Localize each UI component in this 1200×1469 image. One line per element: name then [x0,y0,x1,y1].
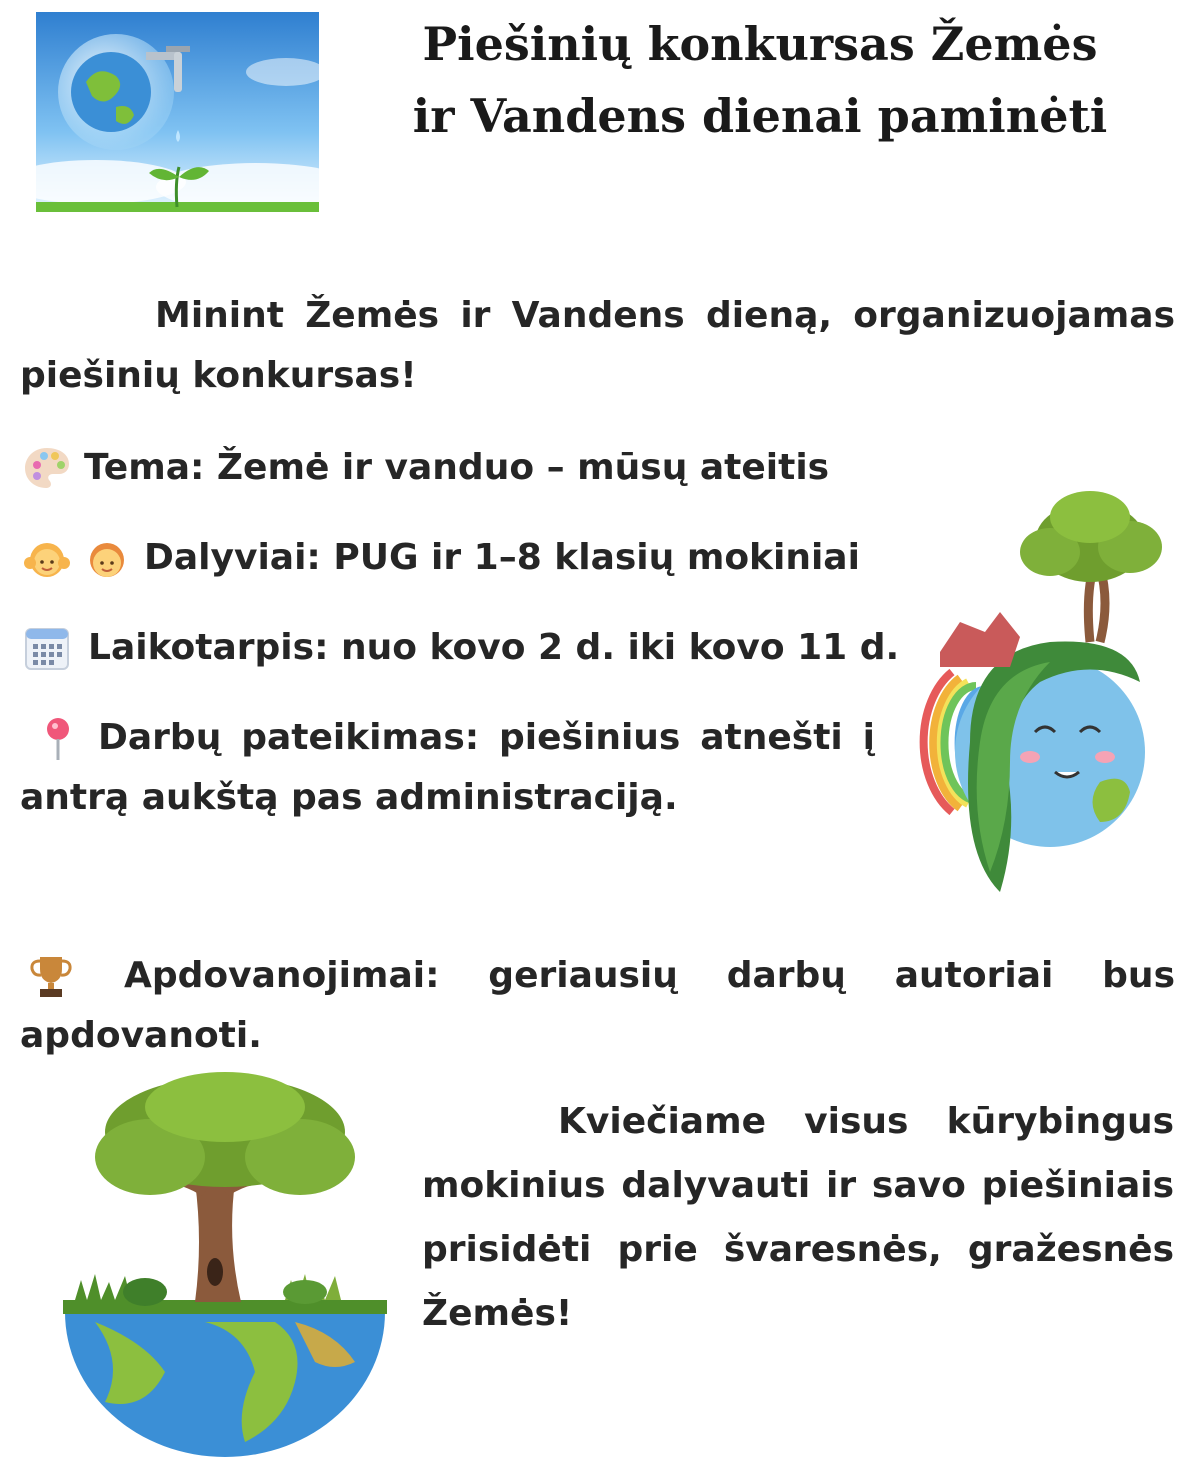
calendar-icon [22,623,72,673]
intro-paragraph [20,286,1175,406]
title-line-2: ir Vandens dienai paminėti [412,89,1108,143]
detail-submission-text-1: Darbų pateikimas: piešinius atnešti į [98,717,875,758]
detail-theme [22,438,829,498]
awards-paragraph [20,946,1175,1066]
earth-face-illustration [900,482,1170,892]
detail-period [22,618,899,678]
title-line-1: Piešinių konkursas Žemės [422,17,1098,71]
invite-line-1: Kviečiame visus kūrybingus [558,1101,1174,1142]
page-title [340,8,1180,152]
awards-text-2: apdovanoti. [20,1015,262,1056]
palette-icon [22,443,72,493]
detail-participants-text: Dalyviai: PUG ir 1–8 klasių mokiniai [144,537,860,578]
invite-line-2: mokinius dalyvauti ir savo piešiniais [422,1165,1174,1206]
detail-participants [22,528,860,588]
invite-line-4: Žemės! [422,1293,573,1334]
globe-tree-illustration [55,1072,395,1462]
trophy-icon [26,951,76,1001]
header-illustration [36,12,319,212]
boy-icon [82,533,132,583]
pushpin-icon [34,713,84,763]
detail-submission [20,708,875,828]
invite-line-3: prisidėti prie švaresnės, gražesnės [422,1229,1174,1270]
invitation-paragraph [422,1090,1174,1346]
detail-theme-text: Tema: Žemė ir vanduo – mūsų ateitis [84,447,830,488]
intro-line-1: Minint Žemės ir Vandens dieną, organizuojamas [155,295,1175,336]
intro-line-2: piešinių konkursas! [20,355,417,396]
awards-text-1: Apdovanojimai: geriausių darbų autoriai bus [124,955,1175,996]
detail-submission-text-2: antrą aukštą pas administraciją. [20,777,678,818]
detail-period-text: Laikotarpis: nuo kovo 2 d. iki kovo 11 d. [88,627,900,668]
girl-icon [22,533,72,583]
